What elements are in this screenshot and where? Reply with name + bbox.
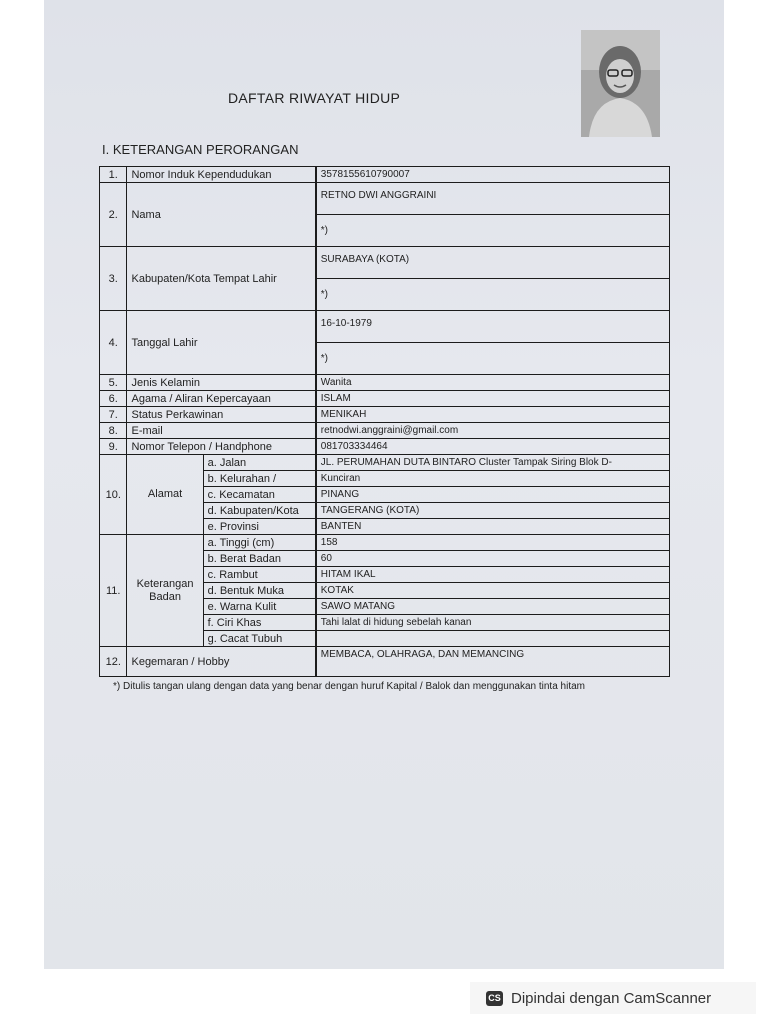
- row-number: 1.: [100, 167, 127, 183]
- table-row: [100, 375, 670, 391]
- row-label: Kegemaran / Hobby: [127, 647, 315, 677]
- nik-value: 3578155610790007: [316, 167, 669, 183]
- table-row: [100, 647, 670, 677]
- row-label: Keterangan Badan: [127, 535, 203, 647]
- birthplace-value: SURABAYA (KOTA): [316, 247, 669, 279]
- street-value: JL. PERUMAHAN DUTA BINTARO Cluster Tampak Siring Blok D-: [316, 455, 669, 471]
- phone-value: 081703334464: [316, 439, 669, 455]
- row-number: 9.: [100, 439, 127, 455]
- handwriting-note: *): [316, 343, 669, 375]
- sub-label: g. Cacat Tubuh: [203, 631, 315, 647]
- section-heading: I. KETERANGAN PERORANGAN: [102, 142, 299, 157]
- table-row: [100, 247, 670, 279]
- row-number: 8.: [100, 423, 127, 439]
- row-label: E-mail: [127, 423, 315, 439]
- row-label: Status Perkawinan: [127, 407, 315, 423]
- sub-label: c. Kecamatan: [203, 487, 315, 503]
- document-title: DAFTAR RIWAYAT HIDUP: [228, 90, 401, 106]
- row-label: Nomor Telepon / Handphone: [127, 439, 315, 455]
- sub-label: e. Warna Kulit: [203, 599, 315, 615]
- row-number: 12.: [100, 647, 127, 677]
- row-label: Jenis Kelamin: [127, 375, 315, 391]
- row-number: 7.: [100, 407, 127, 423]
- sub-label: d. Bentuk Muka: [203, 583, 315, 599]
- sub-label: d. Kabupaten/Kota: [203, 503, 315, 519]
- row-label: Kabupaten/Kota Tempat Lahir: [127, 247, 315, 311]
- hair-value: HITAM IKAL: [316, 567, 669, 583]
- camscanner-watermark: [470, 982, 756, 1014]
- table-row: [100, 423, 670, 439]
- height-value: 158: [316, 535, 669, 551]
- name-value: RETNO DWI ANGGRAINI: [316, 183, 669, 215]
- table-row: [100, 391, 670, 407]
- table-row: [100, 535, 670, 551]
- weight-value: 60: [316, 551, 669, 567]
- religion-value: ISLAM: [316, 391, 669, 407]
- row-label: Nama: [127, 183, 315, 247]
- district-value: PINANG: [316, 487, 669, 503]
- birthdate-value: 16-10-1979: [316, 311, 669, 343]
- row-number: 5.: [100, 375, 127, 391]
- profile-photo: [581, 30, 660, 137]
- disability-value: [316, 631, 669, 647]
- row-number: 2.: [100, 183, 127, 247]
- sub-label: a. Jalan: [203, 455, 315, 471]
- handwriting-note: *): [316, 215, 669, 247]
- hobby-value: MEMBACA, OLAHRAGA, DAN MEMANCING: [316, 647, 669, 677]
- sub-label: e. Provinsi: [203, 519, 315, 535]
- sub-label: c. Rambut: [203, 567, 315, 583]
- row-label: Tanggal Lahir: [127, 311, 315, 375]
- table-row: [100, 167, 670, 183]
- table-row: [100, 455, 670, 471]
- personal-info-table: [99, 166, 670, 677]
- camscanner-logo-icon: CS: [486, 991, 503, 1006]
- email-value: retnodwi.anggraini@gmail.com: [316, 423, 669, 439]
- sub-label: a. Tinggi (cm): [203, 535, 315, 551]
- distinguishing-mark-value: Tahi lalat di hidung sebelah kanan: [316, 615, 669, 631]
- row-label: Agama / Aliran Kepercayaan: [127, 391, 315, 407]
- handwriting-note: *): [316, 279, 669, 311]
- camscanner-text: Dipindai dengan CamScanner: [511, 989, 712, 1007]
- row-number: 10.: [100, 455, 127, 535]
- row-number: 4.: [100, 311, 127, 375]
- table-row: [100, 407, 670, 423]
- table-row: [100, 311, 670, 343]
- table-row: [100, 439, 670, 455]
- gender-value: Wanita: [316, 375, 669, 391]
- village-value: Kunciran: [316, 471, 669, 487]
- row-number: 11.: [100, 535, 127, 647]
- face-shape-value: KOTAK: [316, 583, 669, 599]
- skin-color-value: SAWO MATANG: [316, 599, 669, 615]
- regency-value: TANGERANG (KOTA): [316, 503, 669, 519]
- province-value: BANTEN: [316, 519, 669, 535]
- row-label: Alamat: [127, 455, 203, 535]
- sub-label: f. Ciri Khas: [203, 615, 315, 631]
- table-row: [100, 183, 670, 215]
- marital-status-value: MENIKAH: [316, 407, 669, 423]
- sub-label: b. Berat Badan: [203, 551, 315, 567]
- footnote: *) Ditulis tangan ulang dengan data yang benar dengan huruf Kapital / Balok dan menggunakan tinta hitam: [113, 681, 586, 692]
- row-number: 6.: [100, 391, 127, 407]
- row-label: Nomor Induk Kependudukan: [127, 167, 315, 183]
- sub-label: b. Kelurahan /: [203, 471, 315, 487]
- row-number: 3.: [100, 247, 127, 311]
